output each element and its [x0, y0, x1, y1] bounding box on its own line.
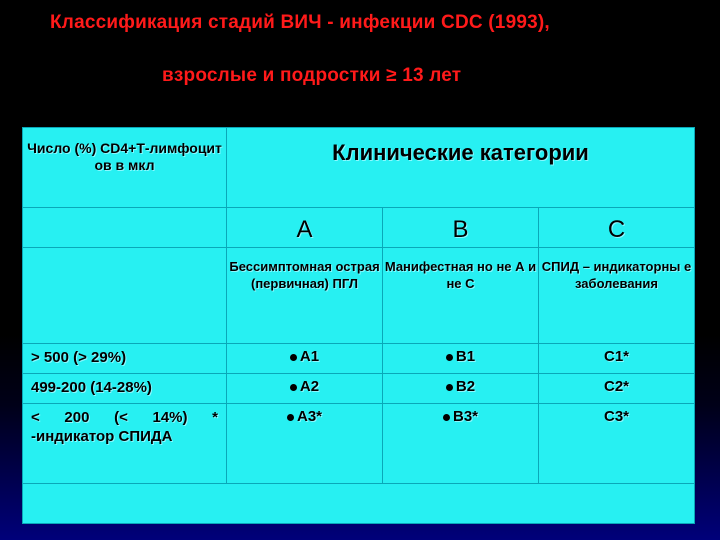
- clinical-categories-header: Клинические категории: [227, 128, 695, 208]
- stage-c3: C3*: [539, 404, 695, 484]
- table-row: [23, 374, 695, 404]
- stage-b2: B2: [383, 374, 539, 404]
- bullet-icon: [287, 414, 294, 421]
- cd4-count-header: Число (%) CD4+Т-лимфоцит ов в мкл: [23, 128, 227, 208]
- category-a: A: [227, 208, 383, 248]
- category-descriptions-row: [23, 248, 695, 344]
- category-c: C: [539, 208, 695, 248]
- category-c-description: СПИД – индикаторны е заболевания: [539, 248, 695, 344]
- slide-subtitle: взрослые и подростки ≥ 13 лет: [162, 65, 462, 86]
- stage-c1: C1*: [539, 344, 695, 374]
- stage-a1: A1: [227, 344, 383, 374]
- stage-a3: A3*: [227, 404, 383, 484]
- table-empty-row: [23, 484, 695, 524]
- stage-a2: A2: [227, 374, 383, 404]
- table-row: [23, 404, 695, 484]
- stage-c2: C2*: [539, 374, 695, 404]
- category-b: B: [383, 208, 539, 248]
- category-letters-row: [23, 208, 695, 248]
- bullet-icon: [446, 384, 453, 391]
- slide-title: Классификация стадий ВИЧ - инфекции CDC (1993),: [50, 12, 550, 33]
- cd4-range-label: < 200 (< 14%) * -индикатор СПИДА: [23, 404, 227, 484]
- stage-b3: B3*: [383, 404, 539, 484]
- bullet-icon: [290, 384, 297, 391]
- bullet-icon: [290, 354, 297, 361]
- bullet-icon: [446, 354, 453, 361]
- empty-cell: [23, 208, 227, 248]
- cd4-range-label: > 500 (> 29%): [23, 344, 227, 374]
- table-header-row: [23, 128, 695, 208]
- classification-table: [22, 127, 695, 524]
- stage-b1: B1: [383, 344, 539, 374]
- empty-cell: [23, 248, 227, 344]
- cd4-range-label: 499-200 (14-28%): [23, 374, 227, 404]
- bullet-icon: [443, 414, 450, 421]
- empty-cell: [23, 484, 695, 524]
- category-a-description: Бессимптомная острая (первичная) ПГЛ: [227, 248, 383, 344]
- table-row: [23, 344, 695, 374]
- category-b-description: Манифестная но не А и не С: [383, 248, 539, 344]
